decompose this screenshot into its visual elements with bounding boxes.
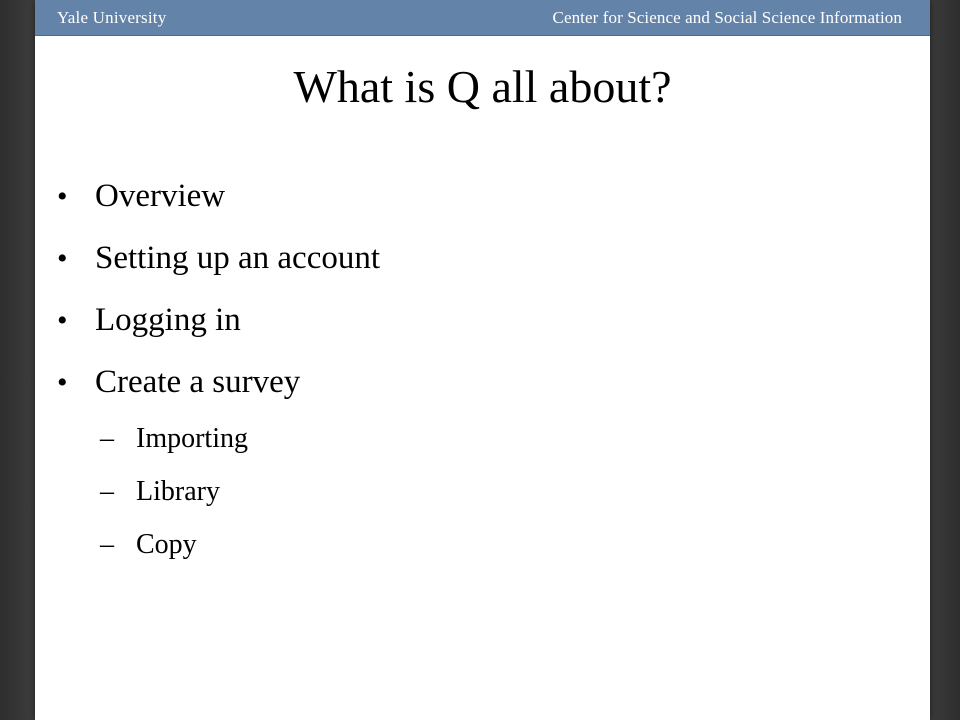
sub-bullet-label: Importing — [136, 423, 248, 454]
bullet-label: Setting up an account — [95, 240, 381, 276]
bullet-item — [57, 364, 300, 401]
bullet-list — [35, 0, 930, 720]
bullet-label: Overview — [95, 178, 226, 214]
banner-university-name: Yale University — [57, 8, 167, 27]
slide-title: What is Q all about? — [293, 61, 672, 112]
sub-bullet-label: Library — [136, 476, 220, 507]
sub-bullet-item — [100, 476, 220, 508]
bullet-item — [57, 240, 380, 277]
sub-bullet-item — [100, 423, 248, 455]
bullet-item — [57, 302, 241, 339]
bullet-marker-icon: • — [57, 304, 68, 337]
bullet-marker-icon: • — [57, 180, 68, 213]
sub-bullet-item — [100, 529, 197, 561]
bullet-label: Logging in — [95, 302, 241, 338]
sub-bullet-dash-icon: – — [100, 476, 114, 507]
bullet-marker-icon: • — [57, 242, 68, 275]
banner-center-name: Center for Science and Social Science Information — [552, 8, 902, 27]
bullet-label: Create a survey — [95, 364, 301, 400]
sub-bullet-dash-icon: – — [100, 423, 114, 454]
slide — [35, 0, 930, 720]
sub-bullet-dash-icon: – — [100, 529, 114, 560]
sub-bullet-label: Copy — [136, 529, 197, 560]
bullet-item — [57, 178, 225, 215]
bullet-marker-icon: • — [57, 366, 68, 399]
